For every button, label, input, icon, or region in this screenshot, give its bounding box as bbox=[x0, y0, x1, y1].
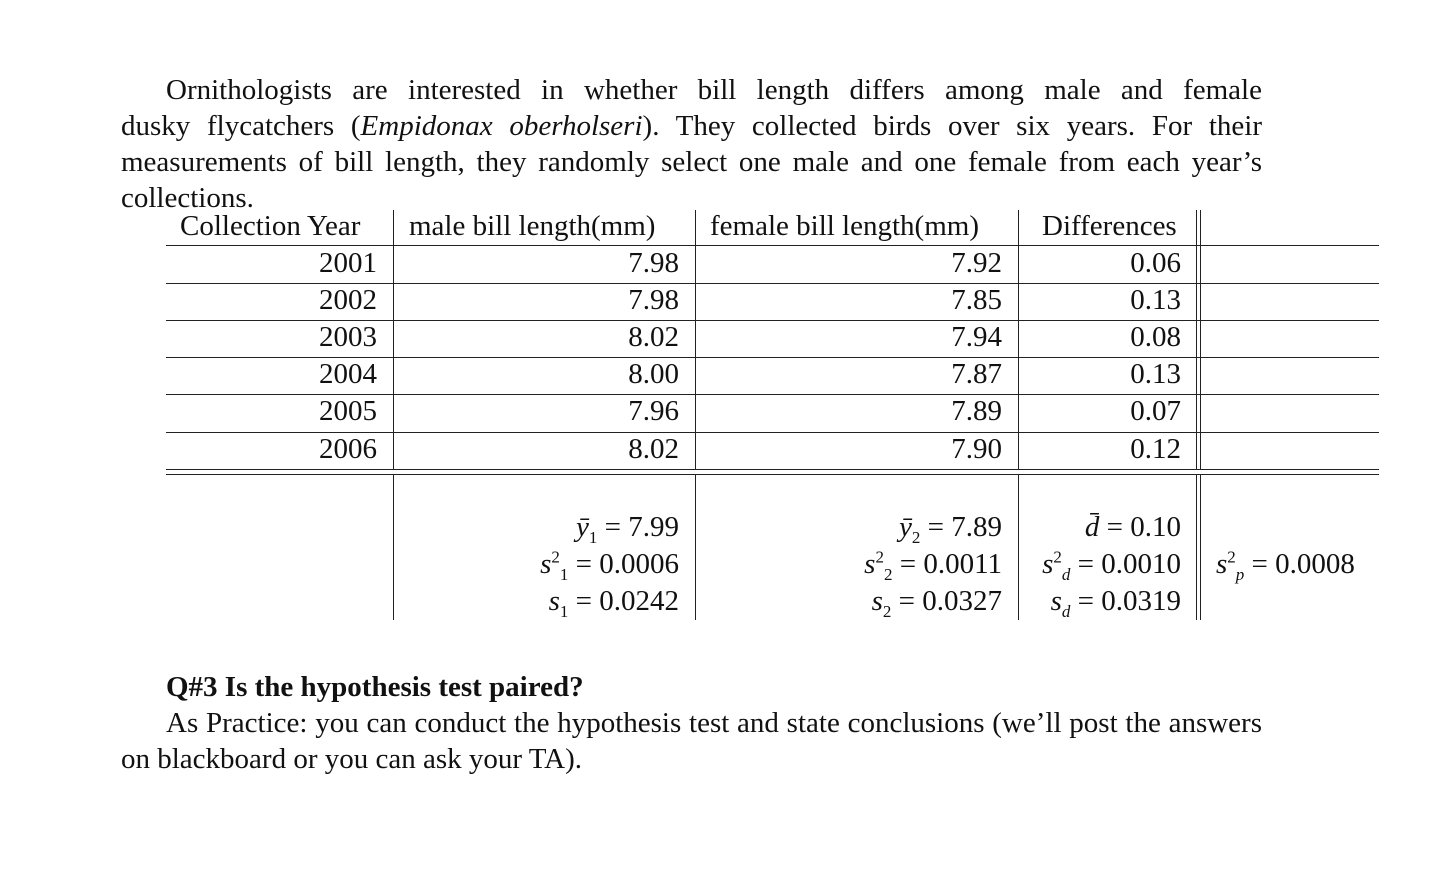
male-sd: $s_1 = 0.0242$ bbox=[548, 585, 679, 621]
cell-year: 2001 bbox=[319, 247, 377, 279]
diff-sd-value: 0.0319 bbox=[1101, 585, 1181, 617]
cell-male: 8.02 bbox=[628, 321, 679, 353]
intro-line-2-end: ). They collected birds over six years. For their bbox=[642, 110, 1262, 142]
intro-line-3: measurements of bill length, they randomly select one male and one female from each year’s bbox=[121, 146, 1262, 178]
cell-diff: 0.06 bbox=[1130, 247, 1181, 279]
cell-year: 2006 bbox=[319, 433, 377, 465]
question-body: As Practice: you can conduct the hypothesis test and state conclusions (we’ll post the answers on blackboard or you can ask your TA). bbox=[121, 707, 1262, 775]
female-sd: $s_2 = 0.0327$ bbox=[871, 585, 1002, 621]
cell-female: 7.90 bbox=[951, 433, 1002, 465]
cell-male: 8.02 bbox=[628, 433, 679, 465]
male-variance: $s^2_1 = 0.0006$ bbox=[540, 547, 679, 584]
col-rule bbox=[1200, 474, 1201, 620]
female-sd-value: 0.0327 bbox=[922, 585, 1002, 617]
female-mean-value: 7.89 bbox=[951, 511, 1002, 543]
cell-year: 2005 bbox=[319, 395, 377, 427]
cell-year: 2002 bbox=[319, 284, 377, 316]
col-rule bbox=[1018, 474, 1019, 620]
double-rule-top bbox=[166, 469, 1379, 470]
intro-line-4: collections. bbox=[121, 182, 254, 214]
header-male-bill-length: male bill length(mm) bbox=[409, 210, 656, 242]
male-variance-value: 0.0006 bbox=[599, 548, 679, 580]
cell-diff: 0.13 bbox=[1130, 284, 1181, 316]
cell-female: 7.87 bbox=[951, 358, 1002, 390]
male-sd-value: 0.0242 bbox=[599, 585, 679, 617]
female-variance-value: 0.0011 bbox=[923, 548, 1002, 580]
question-title: Q#3 Is the hypothesis test paired? bbox=[166, 671, 584, 703]
col-rule bbox=[695, 210, 696, 469]
col-rule bbox=[1196, 474, 1197, 620]
header-collection-year: Collection Year bbox=[180, 210, 361, 242]
species-name: Empidonax oberholseri bbox=[360, 110, 643, 142]
cell-female: 7.89 bbox=[951, 395, 1002, 427]
double-rule-bottom bbox=[166, 474, 1379, 475]
pooled-variance: $s^2_p = 0.0008$ bbox=[1216, 547, 1355, 584]
cell-male: 8.00 bbox=[628, 358, 679, 390]
header-female-bill-length: female bill length(mm) bbox=[710, 210, 979, 242]
diff-variance-value: 0.0010 bbox=[1101, 548, 1181, 580]
col-rule bbox=[393, 474, 394, 620]
cell-male: 7.96 bbox=[628, 395, 679, 427]
cell-diff: 0.13 bbox=[1130, 358, 1181, 390]
question-3 bbox=[121, 669, 1262, 777]
cell-male: 7.98 bbox=[628, 247, 679, 279]
col-rule bbox=[1200, 210, 1201, 469]
cell-female: 7.92 bbox=[951, 247, 1002, 279]
cell-diff: 0.12 bbox=[1130, 433, 1181, 465]
female-mean: $ȳ_2 = 7.89$ bbox=[899, 511, 1002, 547]
male-mean: $ȳ_1 = 7.99$ bbox=[576, 511, 679, 547]
cell-female: 7.94 bbox=[951, 321, 1002, 353]
diff-mean-value: 0.10 bbox=[1130, 511, 1181, 543]
cell-year: 2004 bbox=[319, 358, 377, 390]
diff-variance: $s^2_d = 0.0010$ bbox=[1042, 547, 1181, 584]
col-rule bbox=[695, 474, 696, 620]
intro-line-1: Ornithologists are interested in whether bill length differs among male and female bbox=[166, 74, 1262, 106]
diff-sd: $s_d = 0.0319$ bbox=[1050, 585, 1181, 621]
intro-line-2-start: dusky flycatchers ( bbox=[121, 110, 361, 142]
cell-female: 7.85 bbox=[951, 284, 1002, 316]
cell-year: 2003 bbox=[319, 321, 377, 353]
cell-diff: 0.08 bbox=[1130, 321, 1181, 353]
pooled-variance-value: 0.0008 bbox=[1275, 548, 1355, 580]
diff-mean: d̄ = 0.10 bbox=[1084, 511, 1181, 543]
col-rule bbox=[1196, 210, 1197, 469]
female-variance: $s^2_2 = 0.0011$ bbox=[864, 547, 1002, 584]
col-rule bbox=[1018, 210, 1019, 469]
header-differences: Differences bbox=[1042, 210, 1177, 242]
cell-male: 7.98 bbox=[628, 284, 679, 316]
cell-diff: 0.07 bbox=[1130, 395, 1181, 427]
male-mean-value: 7.99 bbox=[628, 511, 679, 543]
col-rule bbox=[393, 210, 394, 469]
